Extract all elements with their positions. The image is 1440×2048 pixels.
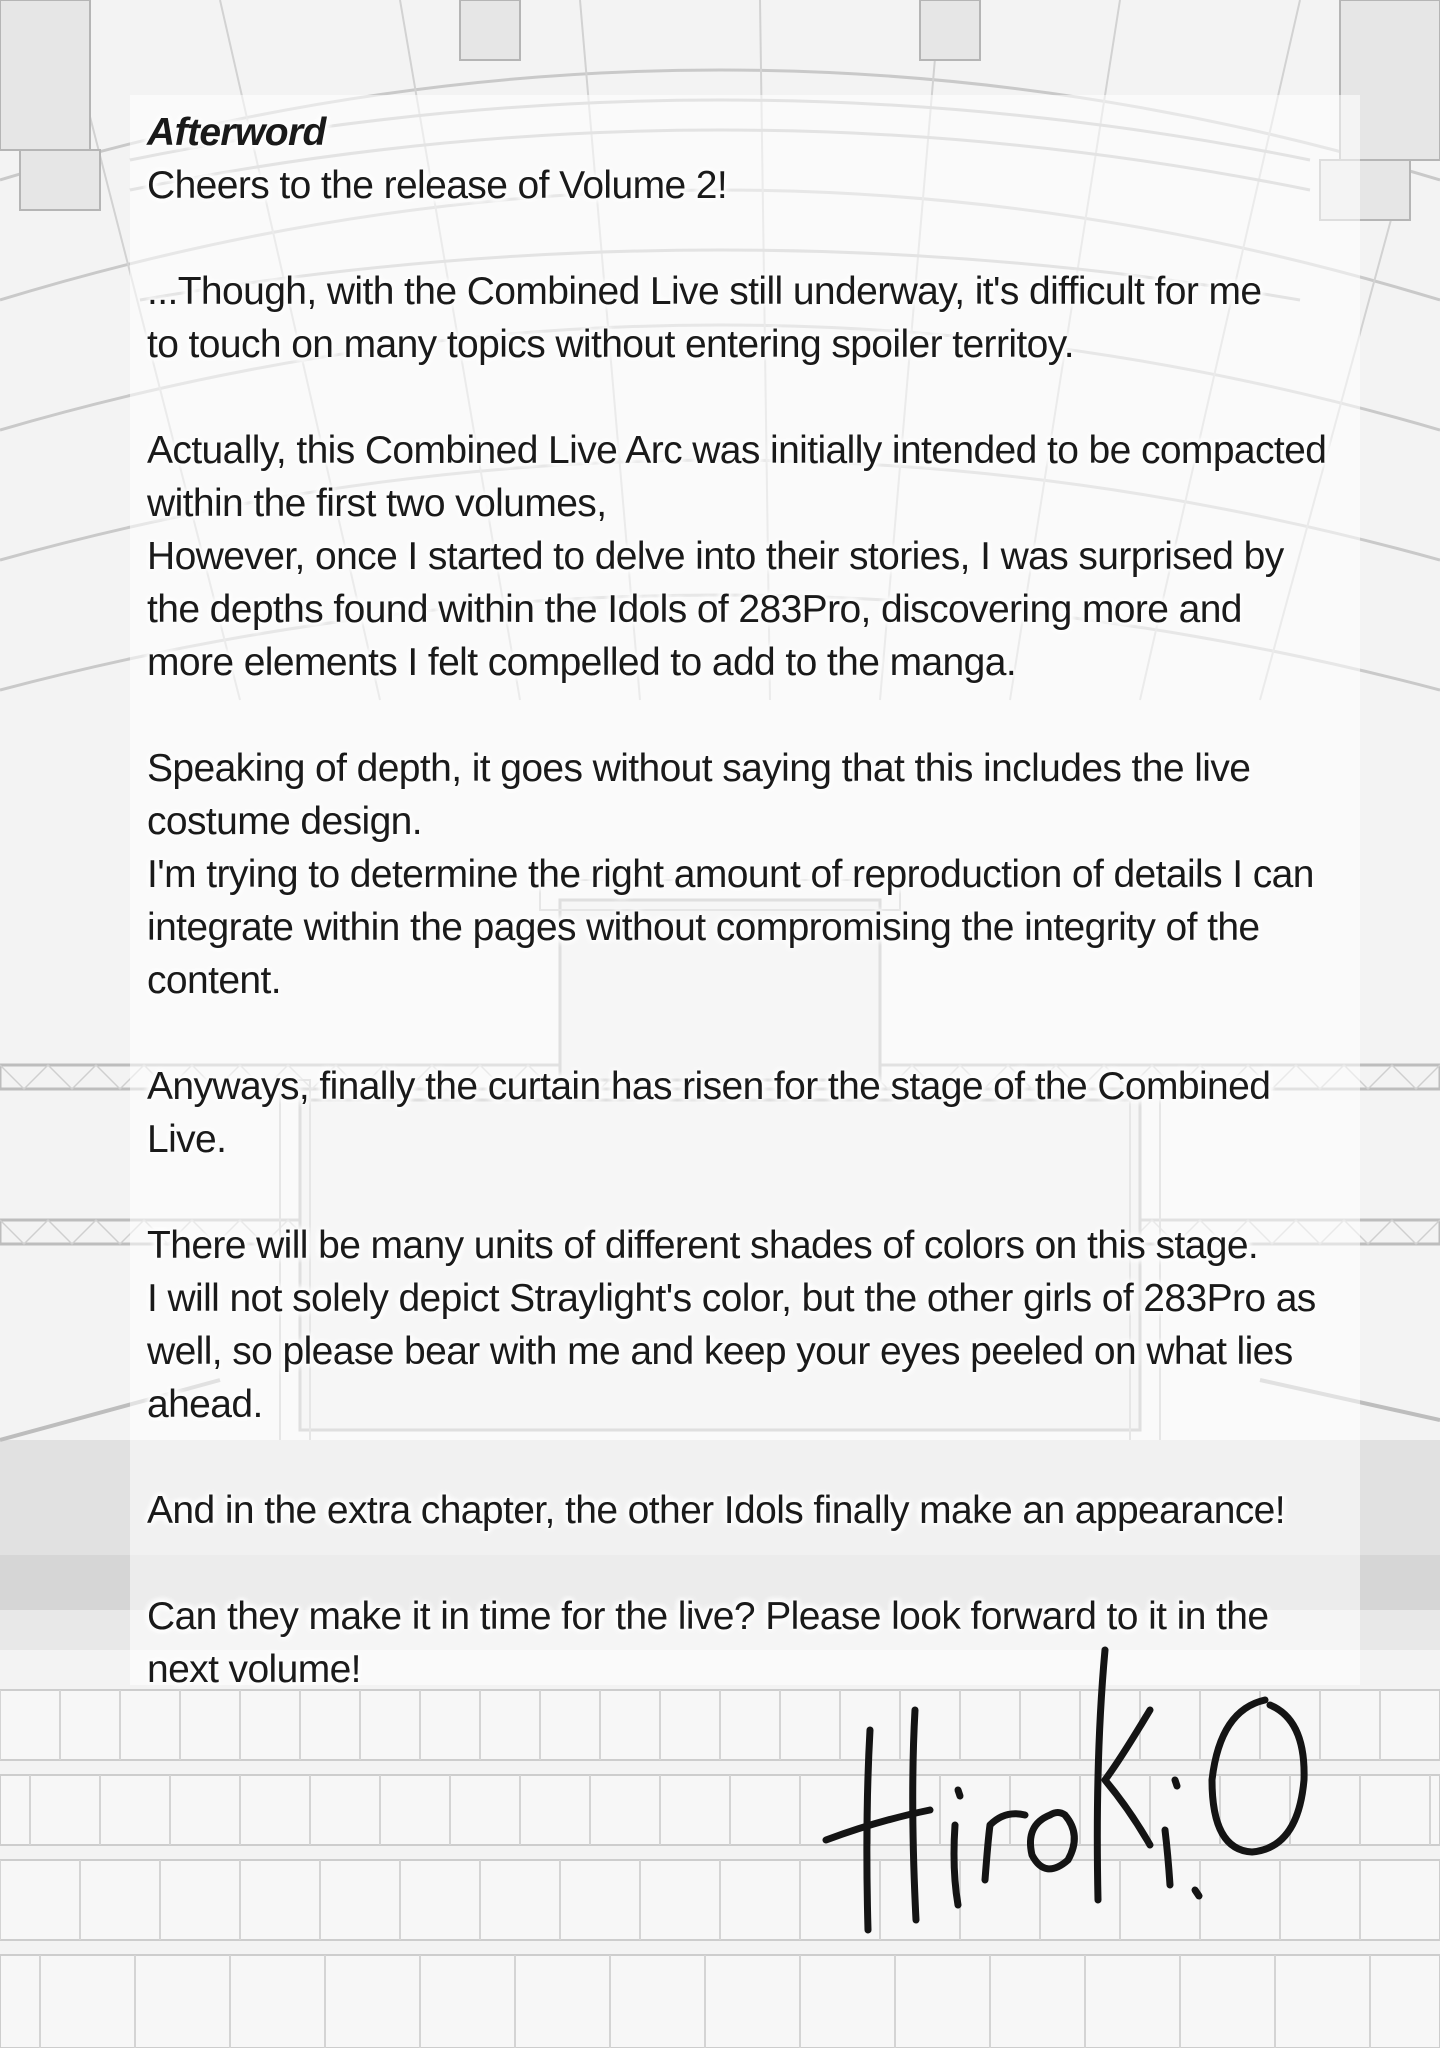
text-line: to touch on many topics without entering spoiler territoy.: [147, 323, 1074, 366]
afterword-text: [147, 106, 1357, 1749]
text-line: integrate within the pages without compromising the integrity of the: [147, 906, 1260, 949]
text-line: Can they make it in time for the live? Please look forward to it in the: [147, 1595, 1269, 1638]
text-line: Speaking of depth, it goes without saying that this includes the live: [147, 747, 1251, 790]
text-line: Cheers to the release of Volume 2!: [147, 164, 728, 207]
text-line: content.: [147, 959, 281, 1002]
text-line: And in the extra chapter, the other Idols finally make an appearance!: [147, 1489, 1286, 1532]
text-line: There will be many units of different shades of colors on this stage.: [147, 1224, 1259, 1267]
paragraph-2: [147, 265, 1357, 371]
text-line: I will not solely depict Straylight's color, but the other girls of 283Pro as: [147, 1277, 1316, 1320]
paragraph-6: [147, 1219, 1357, 1431]
paragraph-3: [147, 424, 1357, 689]
text-line: costume design.: [147, 800, 422, 843]
paragraph-4: [147, 742, 1357, 1007]
text-line: ...Though, with the Combined Live still underway, it's difficult for me: [147, 270, 1262, 313]
text-line: the depths found within the Idols of 283Pro, discovering more and: [147, 588, 1242, 631]
text-line: ahead.: [147, 1383, 263, 1426]
text-line: Live.: [147, 1118, 227, 1161]
text-line: I'm trying to determine the right amount of reproduction of details I can: [147, 853, 1314, 896]
afterword-heading: Afterword: [147, 111, 326, 154]
text-line: Anyways, finally the curtain has risen for the stage of the Combined: [147, 1065, 1271, 1108]
paragraph-7: [147, 1484, 1357, 1537]
text-line: Actually, this Combined Live Arc was initially intended to be compacted: [147, 429, 1327, 472]
paragraph-1: [147, 159, 1357, 212]
text-line: next volume!: [147, 1648, 361, 1691]
text-line: However, once I started to delve into their stories, I was surprised by: [147, 535, 1284, 578]
handwritten-signature: [820, 1640, 1320, 1950]
paragraph-5: [147, 1060, 1357, 1166]
text-line: well, so please bear with me and keep your eyes peeled on what lies: [147, 1330, 1293, 1373]
text-line: within the first two volumes,: [147, 482, 607, 525]
text-line: more elements I felt compelled to add to the manga.: [147, 641, 1017, 684]
